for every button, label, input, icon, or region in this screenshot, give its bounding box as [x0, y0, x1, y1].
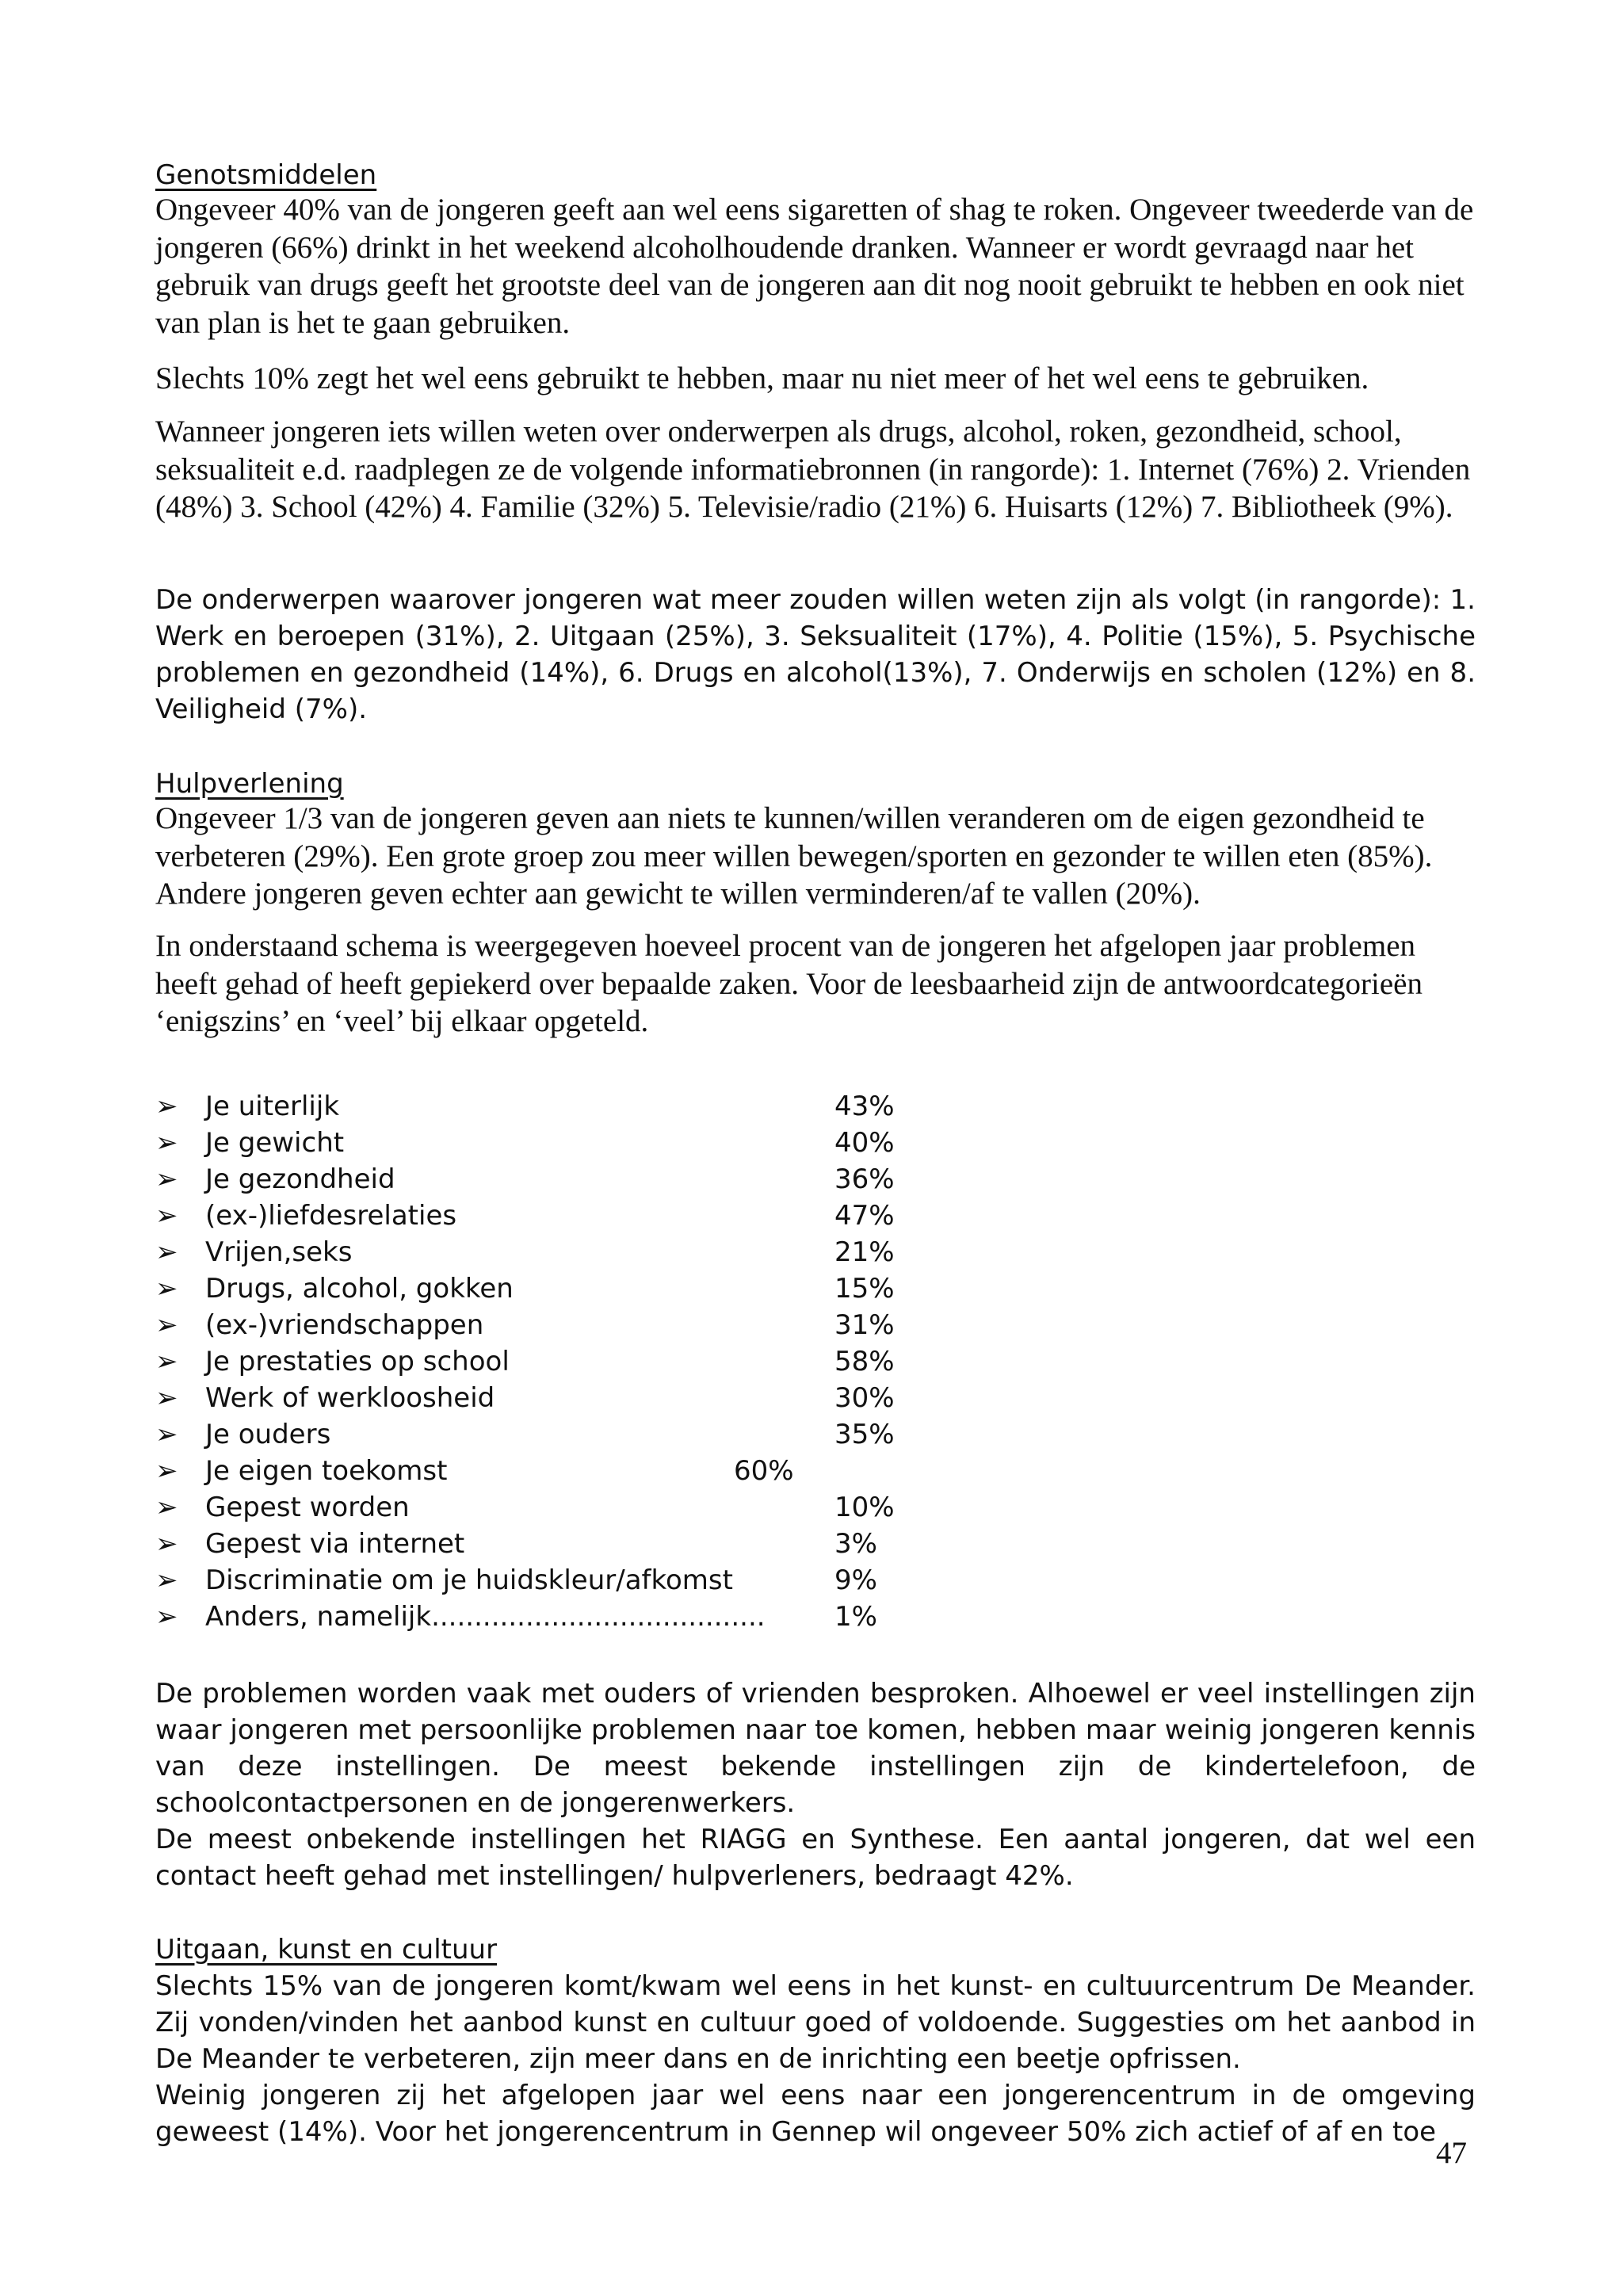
list-item: ➢ Werk of werkloosheid 30%: [155, 1380, 948, 1416]
paragraph-hulp-2: In onderstaand schema is weergegeven hoeveel procent van de jongeren het afgelopen jaar problemen heeft gehad of heeft gepiekerd over bepaalde zaken. Voor de leesbaarheid zijn de antwoordcategorieën ‘enigszins’ en ‘veel’ bij elkaar opgeteld.: [155, 929, 1423, 1038]
list-item: ➢ (ex-)liefdesrelaties 47%: [155, 1198, 948, 1234]
list-item: ➢ Drugs, alcohol, gokken 15%: [155, 1270, 948, 1307]
arrow-bullet-icon: ➢: [155, 1601, 178, 1633]
list-item: ➢ Je prestaties op school 58%: [155, 1343, 948, 1380]
arrow-bullet-icon: ➢: [155, 1564, 178, 1596]
paragraph-hulp-4: De meest onbekende instellingen het RIAGG en Synthese. Een aantal jongeren, dat wel een contact heeft gehad met instellingen/ hulpverleners, bedraagt 42%.: [155, 1824, 1476, 1892]
list-item: ➢ Je eigen toekomst 60%: [155, 1453, 948, 1489]
list-item: ➢ Gepest worden 10%: [155, 1489, 948, 1526]
arrow-bullet-icon: ➢: [155, 1236, 178, 1268]
list-item: ➢ (ex-)vriendschappen 31%: [155, 1307, 948, 1343]
paragraph-hulp-3: De problemen worden vaak met ouders of vrienden besproken. Alhoewel er veel instellingen zijn waar jongeren met persoonlijke problemen naar toe komen, hebben maar weinig jongeren kennis van deze instellingen. De meest bekende instellingen zijn de kindertelefoon, de schoolcontactpersonen en de jongerenwerkers.: [155, 1678, 1476, 1819]
paragraph-uitgaan-1: Slechts 15% van de jongeren komt/kwam wel eens in het kunst- en cultuurcentrum De Meander. Zij vonden/vinden het aanbod kunst en cultuur goed of voldoende. Suggesties om het aanbod in De Meander te verbeteren, zijn meer dans en de inrichting een beetje opfrissen.: [155, 1970, 1476, 2075]
page-number: 47: [1436, 2136, 1467, 2170]
arrow-bullet-icon: ➢: [155, 1127, 178, 1159]
paragraph-genot-3: Wanneer jongeren iets willen weten over onderwerpen als drugs, alcohol, roken, gezondheid, school, seksualiteit e.d. raadplegen ze de volgende informatiebronnen (in rangorde): 1. Internet (76%) 2. Vrienden (48%) 3. School (42%) 4. Familie (32%) 5. Televisie/radio (21%) 6. Huisarts (12%) 7. Bibliotheek (9%).: [155, 415, 1471, 524]
arrow-bullet-icon: ➢: [155, 1091, 178, 1122]
paragraph-genot-1: Ongeveer 40% van de jongeren geeft aan wel eens sigaretten of shag te roken. Ongeveer tweederde van de jongeren (66%) drinkt in het weekend alcoholhoudende dranken. Wanneer er wordt gevraagd naar het gebruik van drugs geeft het grootste deel van de jongeren aan dit nog nooit gebruikt te hebben en ook niet van plan is het te gaan gebruiken.: [155, 193, 1474, 340]
arrow-bullet-icon: ➢: [155, 1163, 178, 1195]
arrow-bullet-icon: ➢: [155, 1200, 178, 1232]
heading-genotsmiddelen: Genotsmiddelen: [155, 159, 377, 191]
problems-list: [155, 1088, 948, 1635]
arrow-bullet-icon: ➢: [155, 1273, 178, 1305]
list-item: ➢ Anders, namelijk....................................... 1%: [155, 1599, 948, 1635]
arrow-bullet-icon: ➢: [155, 1492, 178, 1523]
list-item: ➢ Je gezondheid 36%: [155, 1161, 948, 1198]
list-item: ➢ Vrijen,seks 21%: [155, 1234, 948, 1270]
arrow-bullet-icon: ➢: [155, 1528, 178, 1560]
heading-hulpverlening: Hulpverlening: [155, 768, 344, 800]
list-item: ➢ Je uiterlijk 43%: [155, 1088, 948, 1125]
list-item: ➢ Je ouders 35%: [155, 1416, 948, 1453]
heading-uitgaan: Uitgaan, kunst en cultuur: [155, 1934, 498, 1966]
paragraph-genot-4: De onderwerpen waarover jongeren wat meer zouden willen weten zijn als volgt (in rangorde): 1. Werk en beroepen (31%), 2. Uitgaan (25%), 3. Seksualiteit (17%), 4. Politie (15%), 5. Psychische problemen en gezondheid (14%), 6. Drugs en alcohol(13%), 7. Onderwijs en scholen (12%) en 8. Veiligheid (7%).: [155, 584, 1476, 725]
paragraph-genot-2: Slechts 10% zegt het wel eens gebruikt te hebben, maar nu niet meer of het wel eens te gebruiken.: [155, 361, 1369, 395]
arrow-bullet-icon: ➢: [155, 1309, 178, 1341]
arrow-bullet-icon: ➢: [155, 1455, 178, 1487]
list-item: ➢ Discriminatie om je huidskleur/afkomst 9%: [155, 1562, 948, 1599]
list-item: ➢ Gepest via internet 3%: [155, 1526, 948, 1562]
list-item: ➢ Je gewicht 40%: [155, 1125, 948, 1161]
paragraph-uitgaan-2: Weinig jongeren zij het afgelopen jaar wel eens naar een jongerencentrum in de omgeving geweest (14%). Voor het jongerencentrum in Gennep wil ongeveer 50% zich actief of af en toe: [155, 2080, 1476, 2148]
paragraph-hulp-1: Ongeveer 1/3 van de jongeren geven aan niets te kunnen/willen veranderen om de eigen gezondheid te verbeteren (29%). Een grote groep zou meer willen bewegen/sporten en gezonder te willen eten (85%). Andere jongeren geven echter aan gewicht te willen verminderen/af te vallen (20%).: [155, 801, 1433, 911]
arrow-bullet-icon: ➢: [155, 1382, 178, 1414]
arrow-bullet-icon: ➢: [155, 1346, 178, 1377]
arrow-bullet-icon: ➢: [155, 1419, 178, 1450]
